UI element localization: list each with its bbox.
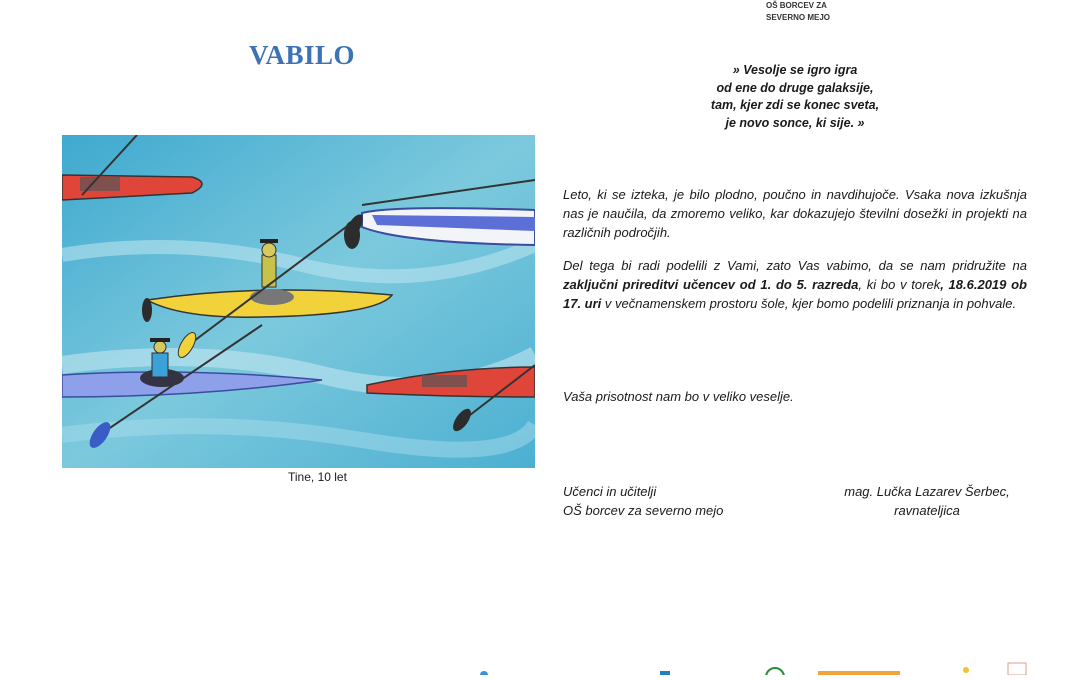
footer-logos-svg <box>0 655 1080 675</box>
school-header-line2: SEVERNO MEJO <box>766 13 831 22</box>
signature-left <box>563 482 723 520</box>
logo-icon <box>818 671 900 675</box>
school-header <box>766 0 846 24</box>
invitation-text: Del tega bi radi podelili z Vami, zato Vas vabimo, da se nam pridružite na <box>563 258 1027 273</box>
poem <box>700 62 890 132</box>
logo-icon <box>766 668 784 675</box>
logo-icon <box>480 671 488 675</box>
kayak-painting <box>62 135 535 468</box>
poem-line: je novo sonce, ki sije. » <box>725 115 865 130</box>
invitation-text: , ki bo v torek <box>858 277 941 292</box>
signature-right-line1: mag. Lučka Lazarev Šerbec, <box>844 484 1010 499</box>
signature-right <box>842 482 1012 520</box>
poem-line: tam, kjer zdi se konec sveta, <box>710 98 880 112</box>
logo-icon <box>963 667 969 673</box>
event-date-time: , 18.6.2019 ob 17. uri <box>563 277 1027 311</box>
invitation-paragraph <box>563 256 1027 313</box>
poem-line: » Vesolje se igro igra <box>732 63 858 77</box>
school-header-line1: OŠ BORCEV ZA <box>766 1 827 10</box>
kayak-painting-svg <box>62 135 535 468</box>
poem-line: od ene do druge galaksije, <box>716 80 874 95</box>
closing-paragraph: Vaša prisotnost nam bo v veliko veselje. <box>563 389 794 404</box>
event-name: zaključni prireditvi učencev od 1. do 5. razreda <box>563 277 859 292</box>
logo-icon <box>1008 663 1026 675</box>
painting-caption: Tine, 10 let <box>288 470 347 484</box>
signature-left-line2: OŠ borcev za severno mejo <box>563 503 724 518</box>
signature-right-line2: ravnateljica <box>894 503 960 518</box>
logo-icon <box>660 671 670 675</box>
footer-logos <box>0 655 1080 675</box>
signature-left-line1: Učenci in učitelji <box>563 484 657 499</box>
intro-paragraph: Leto, ki se izteka, je bilo plodno, poučno in navdihujoče. Vsaka nova izkušnja nas je naučila, da zmoremo veliko, kar dokazujejo številni dosežki in projekti na različnih področjih. <box>563 187 1027 240</box>
invitation-text: v večnamenskem prostoru šole, kjer bomo podelili priznanja in pohvale. <box>601 296 1017 311</box>
page-title: VABILO <box>249 40 356 70</box>
